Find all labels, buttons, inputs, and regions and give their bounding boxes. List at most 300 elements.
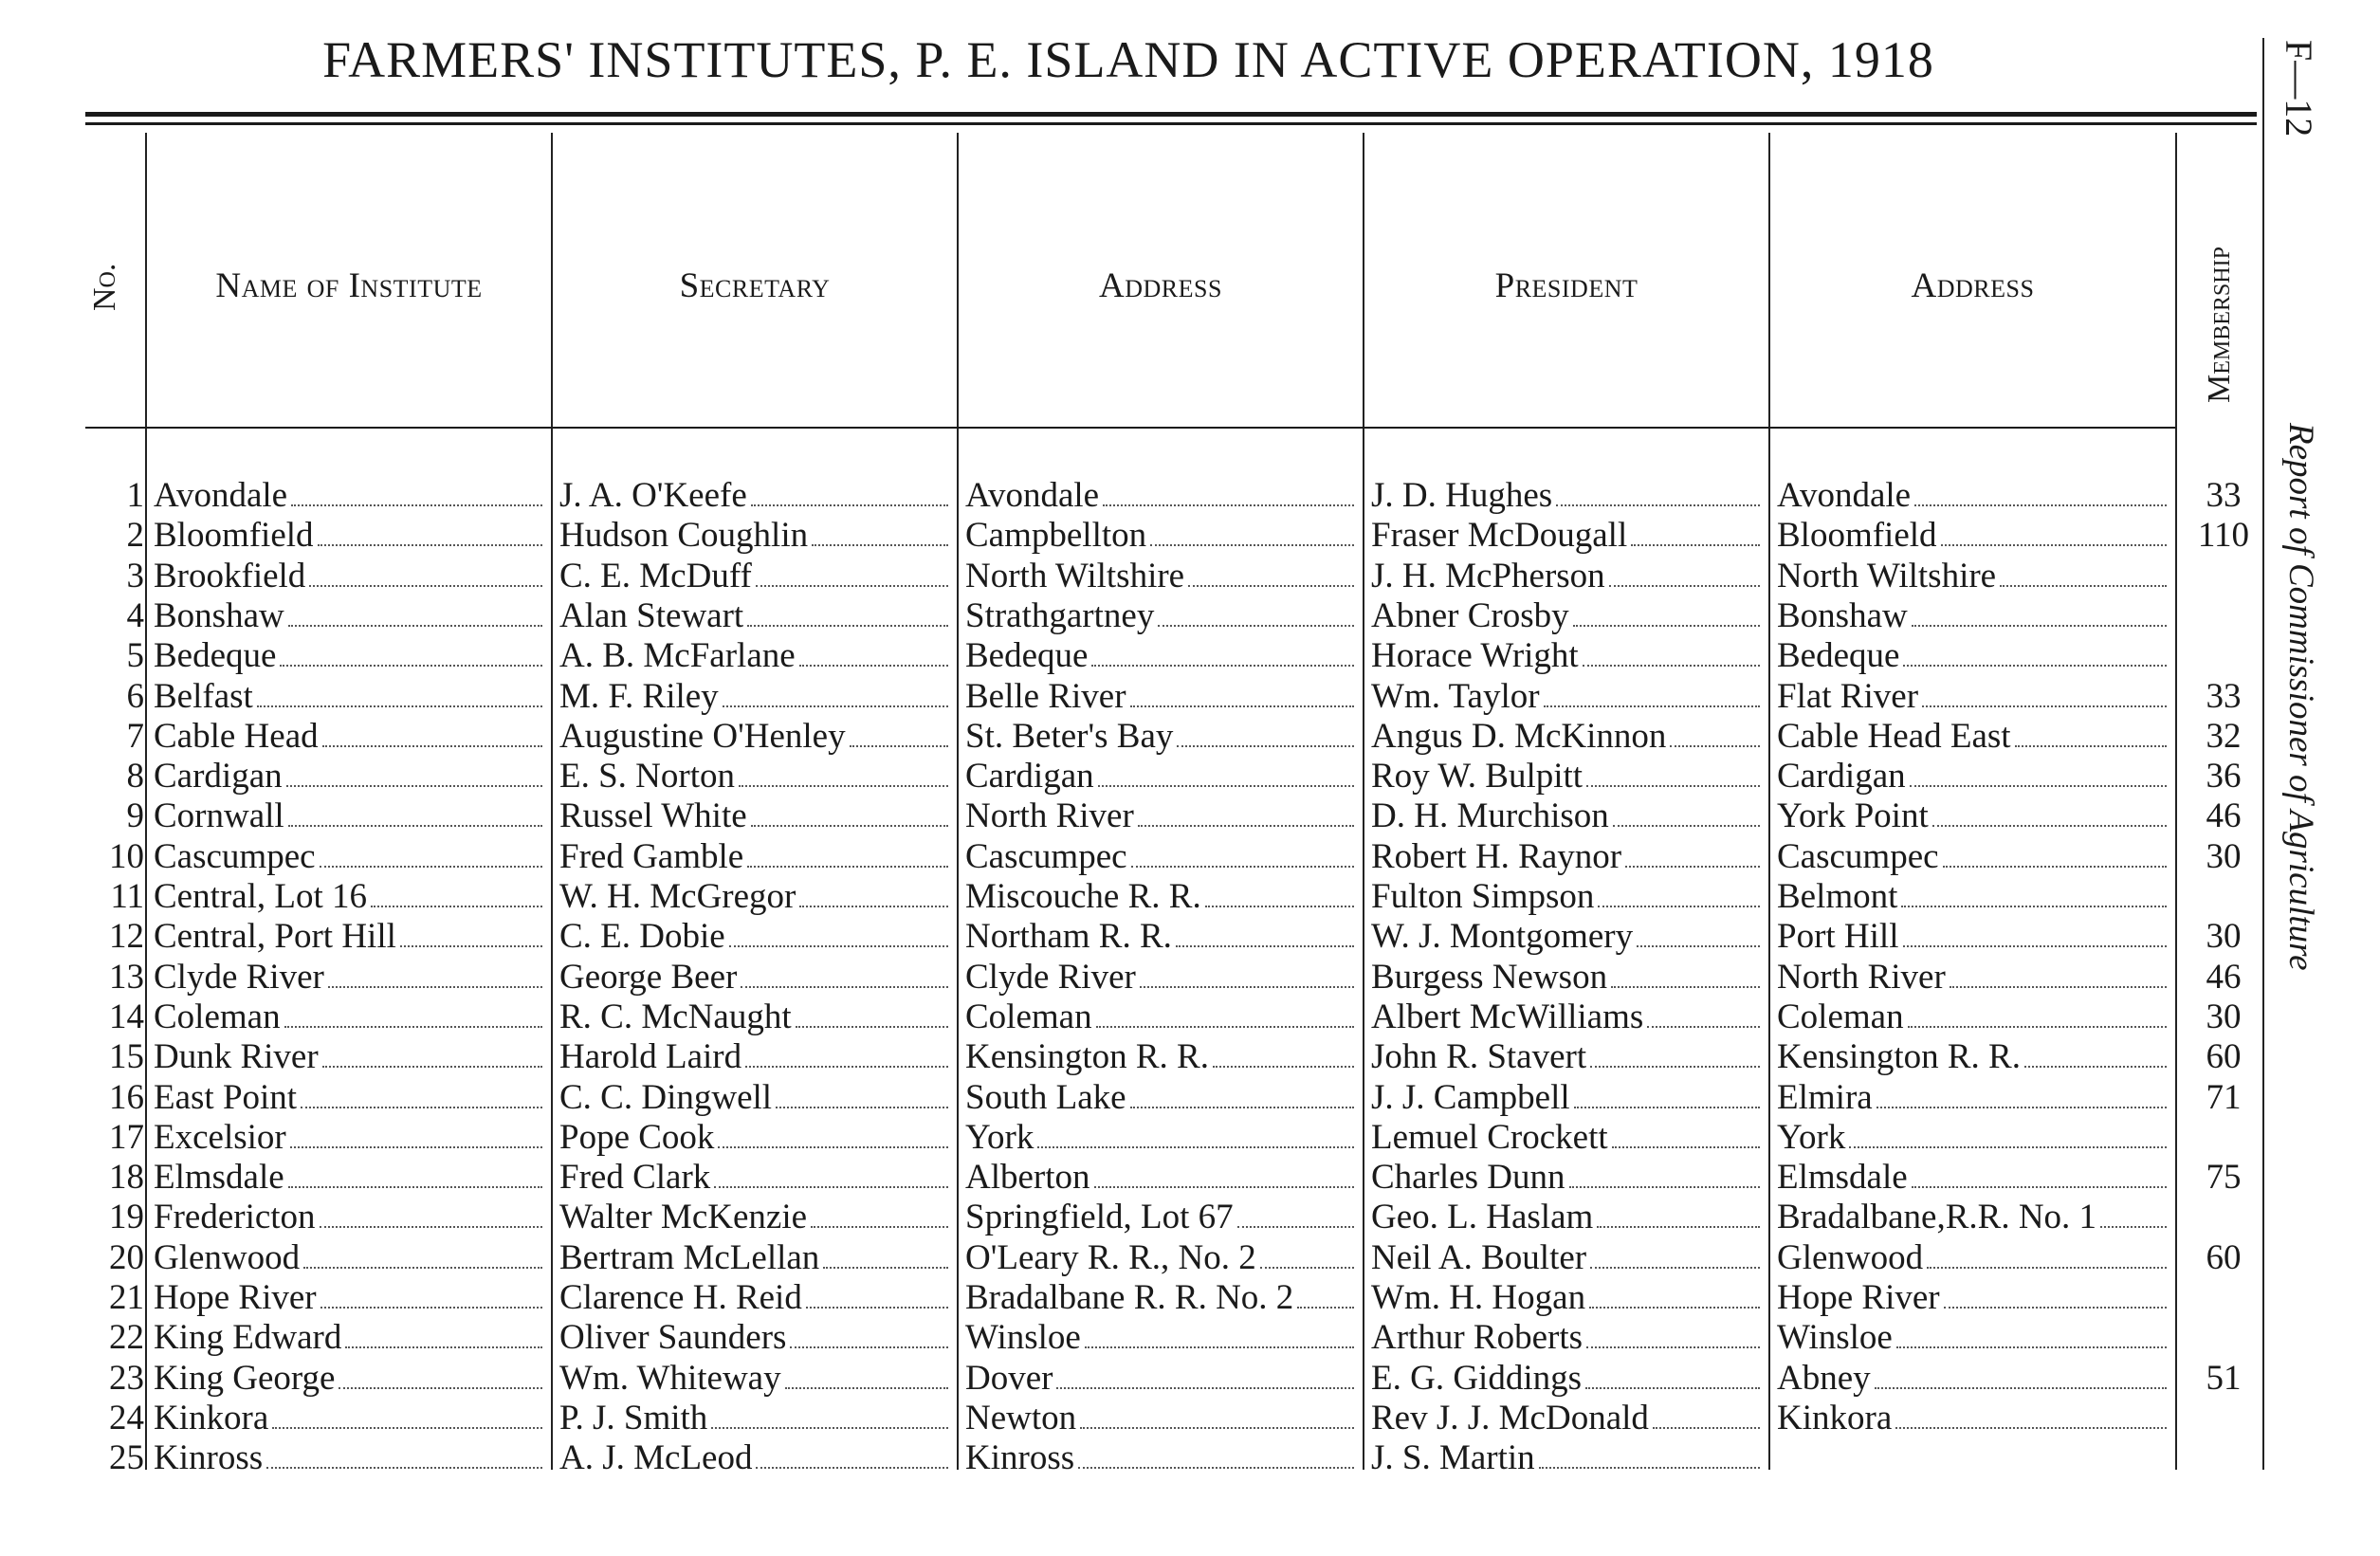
dot-leader xyxy=(345,1346,542,1348)
cell-president xyxy=(1371,877,1766,917)
cell-text: Neil A. Boulter xyxy=(1371,1238,1590,1278)
cell-text: Kensington R. R. xyxy=(1777,1037,2024,1077)
table-row xyxy=(85,1118,2266,1158)
dot-leader xyxy=(1670,745,1760,747)
header-secretary: Secretary xyxy=(679,266,831,305)
cell-text: E. S. Norton xyxy=(559,757,739,796)
cell-membership xyxy=(2181,1438,2266,1478)
cell-pres-address xyxy=(1777,1158,2172,1198)
dot-leader xyxy=(714,1186,948,1188)
cell-president xyxy=(1371,1238,1766,1278)
cell-text: Miscouche R. R. xyxy=(965,877,1205,917)
cell-name xyxy=(154,1198,548,1237)
cell-membership: 33 xyxy=(2206,676,2242,716)
dot-leader xyxy=(823,1267,948,1269)
cell-name xyxy=(154,1078,548,1118)
cell-name xyxy=(154,1438,548,1478)
cell-text: Dover xyxy=(965,1359,1056,1399)
table-row xyxy=(85,596,2266,636)
cell-text: Port Hill xyxy=(1777,917,1903,957)
table-row xyxy=(85,476,2266,516)
cell-sec-address xyxy=(965,958,1360,998)
cell-text: C. C. Dingwell xyxy=(559,1078,776,1118)
cell-president xyxy=(1371,1037,1766,1077)
dot-leader xyxy=(1611,986,1760,988)
row-number: 8 xyxy=(126,757,144,796)
dot-leader xyxy=(1901,906,2167,907)
cell-text: Wm. Taylor xyxy=(1371,677,1544,717)
cell-text: Elmira xyxy=(1777,1078,1877,1118)
cell-text: Bonshaw xyxy=(154,596,288,636)
cell-pres-address xyxy=(1777,516,2172,556)
cell-text: Geo. L. Haslam xyxy=(1371,1198,1597,1237)
dot-leader xyxy=(1625,866,1760,868)
cell-text: Cable Head East xyxy=(1777,717,2015,757)
cell-text: Cardigan xyxy=(965,757,1098,796)
dot-leader xyxy=(1098,785,1354,787)
cell-sec-address xyxy=(965,917,1360,957)
cell-text: W. H. McGregor xyxy=(559,877,799,917)
title-rule-bottom xyxy=(85,122,2257,125)
cell-pres-address xyxy=(1777,596,2172,636)
dot-leader xyxy=(280,665,542,667)
cell-sec-address xyxy=(965,1198,1360,1237)
row-number: 9 xyxy=(126,796,144,836)
dot-leader xyxy=(2015,745,2167,747)
row-number: 6 xyxy=(126,676,144,716)
dot-leader xyxy=(1903,945,2168,947)
cell-membership xyxy=(2181,1198,2266,1237)
dot-leader xyxy=(1895,1427,2167,1429)
row-number: 22 xyxy=(109,1318,144,1358)
dot-leader xyxy=(741,986,948,988)
cell-membership xyxy=(2181,1118,2266,1158)
row-number: 4 xyxy=(126,595,144,635)
cell-text: Fraser McDougall xyxy=(1371,516,1631,556)
cell-text: Rev J. J. McDonald xyxy=(1371,1399,1653,1438)
dot-leader xyxy=(257,705,542,707)
dot-leader xyxy=(1205,906,1354,907)
cell-text: East Point xyxy=(154,1078,301,1118)
table-row xyxy=(85,677,2266,717)
cell-text: Alberton xyxy=(965,1158,1094,1198)
cell-text: P. J. Smith xyxy=(559,1399,711,1438)
cell-text: Kinross xyxy=(965,1438,1078,1478)
cell-president xyxy=(1371,636,1766,676)
dot-leader xyxy=(1590,1267,1760,1269)
cell-text: R. C. McNaught xyxy=(559,998,796,1037)
cell-text: Fred Gamble xyxy=(559,837,747,877)
cell-text: George Beer xyxy=(559,958,741,998)
row-number: 23 xyxy=(109,1358,144,1398)
dot-leader xyxy=(1138,825,1354,827)
dot-leader xyxy=(322,745,542,747)
dot-leader xyxy=(320,866,542,868)
dot-leader xyxy=(301,1107,542,1108)
cell-president xyxy=(1371,1118,1766,1158)
dot-leader xyxy=(1637,945,1760,947)
dot-leader xyxy=(2000,585,2167,587)
cell-secretary xyxy=(559,796,954,836)
cell-secretary xyxy=(559,1399,954,1438)
dot-leader xyxy=(303,1267,542,1269)
dot-leader xyxy=(1574,1107,1760,1108)
dot-leader xyxy=(288,1186,542,1188)
row-number: 5 xyxy=(126,636,144,676)
cell-pres-address xyxy=(1777,837,2172,877)
dot-leader xyxy=(1037,1146,1354,1148)
cell-name xyxy=(154,998,548,1037)
cell-text: Albert McWilliams xyxy=(1371,998,1647,1037)
cell-text: King Edward xyxy=(154,1318,345,1358)
dot-leader xyxy=(1130,1107,1354,1108)
cell-pres-address xyxy=(1777,1318,2172,1358)
cell-text: Fulton Simpson xyxy=(1371,877,1598,917)
cell-text: Bradalbane,R.R. No. 1 xyxy=(1777,1198,2100,1237)
dot-leader xyxy=(799,906,948,907)
cell-text: Avondale xyxy=(965,476,1103,516)
row-number: 12 xyxy=(109,917,144,957)
dot-leader xyxy=(1950,986,2167,988)
cell-sec-address xyxy=(965,636,1360,676)
dot-leader xyxy=(1631,544,1760,546)
row-number: 13 xyxy=(109,957,144,997)
dot-leader xyxy=(1056,1387,1354,1389)
table-row xyxy=(85,1037,2266,1077)
header-membership: Membership xyxy=(2202,247,2237,403)
cell-text: Belle River xyxy=(965,677,1130,717)
cell-text: Central, Port Hill xyxy=(154,917,400,957)
row-number: 20 xyxy=(109,1237,144,1277)
table-row xyxy=(85,1318,2266,1358)
cell-text: Bradalbane R. R. No. 2 xyxy=(965,1278,1297,1318)
cell-text: Elmsdale xyxy=(1777,1158,1912,1198)
cell-name xyxy=(154,837,548,877)
cell-text: Cascumpec xyxy=(965,837,1131,877)
cell-text: Clarence H. Reid xyxy=(559,1278,806,1318)
dot-leader xyxy=(339,1387,542,1389)
cell-membership: 75 xyxy=(2206,1158,2242,1198)
cell-text: Pope Cook xyxy=(559,1118,718,1158)
dot-leader xyxy=(1569,1186,1761,1188)
cell-text: Bedeque xyxy=(154,636,280,676)
row-number: 24 xyxy=(109,1398,144,1437)
cell-text: Clyde River xyxy=(965,958,1140,998)
dot-leader xyxy=(1903,665,2167,667)
table-row xyxy=(85,1198,2266,1237)
cell-text: W. J. Montgomery xyxy=(1371,917,1637,957)
cell-text: Arthur Roberts xyxy=(1371,1318,1586,1358)
cell-name xyxy=(154,958,548,998)
cell-pres-address xyxy=(1777,476,2172,516)
cell-sec-address xyxy=(965,998,1360,1037)
cell-text: Avondale xyxy=(154,476,291,516)
dot-leader xyxy=(1612,1146,1760,1148)
table-row xyxy=(85,998,2266,1037)
header-no: No. xyxy=(87,263,122,311)
dot-leader xyxy=(1613,825,1760,827)
dot-leader xyxy=(284,1026,542,1028)
row-number: 16 xyxy=(109,1077,144,1117)
cell-secretary xyxy=(559,636,954,676)
cell-membership: 32 xyxy=(2206,716,2242,756)
dot-leader xyxy=(756,1467,948,1469)
row-number: 18 xyxy=(109,1158,144,1198)
cell-president xyxy=(1371,1318,1766,1358)
cell-membership: 60 xyxy=(2206,1237,2242,1277)
cell-text: Bertram McLellan xyxy=(559,1238,823,1278)
cell-text: Glenwood xyxy=(154,1238,303,1278)
dot-leader xyxy=(1131,866,1354,868)
dot-leader xyxy=(371,906,542,907)
cell-text: O'Leary R. R., No. 2 xyxy=(965,1238,1260,1278)
cell-text: Newton xyxy=(965,1399,1080,1438)
dot-leader xyxy=(1094,1186,1354,1188)
cell-president xyxy=(1371,958,1766,998)
row-number: 17 xyxy=(109,1117,144,1157)
cell-sec-address xyxy=(965,1118,1360,1158)
cell-text: Robert H. Raynor xyxy=(1371,837,1625,877)
dot-leader xyxy=(1941,544,2167,546)
dot-leader xyxy=(1585,1387,1760,1389)
dot-leader xyxy=(812,544,948,546)
cell-text: Russel White xyxy=(559,796,751,836)
cell-text: Excelsior xyxy=(154,1118,290,1158)
cell-secretary xyxy=(559,757,954,796)
cell-pres-address xyxy=(1777,1399,2172,1438)
dot-leader xyxy=(745,1066,948,1068)
dot-leader xyxy=(309,585,542,587)
cell-membership: 36 xyxy=(2206,757,2242,796)
dot-leader xyxy=(747,625,948,627)
cell-text: Harold Laird xyxy=(559,1037,745,1077)
cell-text: Kinross xyxy=(154,1438,266,1478)
dot-leader xyxy=(1597,1226,1760,1228)
cell-sec-address xyxy=(965,717,1360,757)
cell-text: Winsloe xyxy=(1777,1318,1896,1358)
cell-pres-address xyxy=(1777,636,2172,676)
cell-membership: 30 xyxy=(2206,836,2242,876)
page-number: F—12 xyxy=(2278,40,2320,137)
cell-name xyxy=(154,636,548,676)
cell-text: Angus D. McKinnon xyxy=(1371,717,1670,757)
dot-leader xyxy=(1583,665,1760,667)
cell-pres-address xyxy=(1777,557,2172,596)
cell-president xyxy=(1371,516,1766,556)
table-row xyxy=(85,1078,2266,1118)
cell-pres-address xyxy=(1777,717,2172,757)
cell-secretary xyxy=(559,557,954,596)
cell-name xyxy=(154,516,548,556)
cell-text: Avondale xyxy=(1777,476,1914,516)
dot-leader xyxy=(1176,945,1354,947)
cell-president xyxy=(1371,596,1766,636)
cell-text: Coleman xyxy=(965,998,1096,1037)
cell-sec-address xyxy=(965,877,1360,917)
cell-sec-address xyxy=(965,1278,1360,1318)
cell-text: York xyxy=(1777,1118,1849,1158)
row-number: 14 xyxy=(109,997,144,1036)
cell-name xyxy=(154,1278,548,1318)
cell-name xyxy=(154,1399,548,1438)
dot-leader xyxy=(811,1226,948,1228)
table-row xyxy=(85,757,2266,796)
cell-name xyxy=(154,717,548,757)
dot-leader xyxy=(718,1146,948,1148)
cell-membership: 110 xyxy=(2197,516,2250,556)
dot-leader xyxy=(1103,504,1354,506)
dot-leader xyxy=(1177,745,1354,747)
dot-leader xyxy=(1912,1186,2167,1188)
cell-text: Walter McKenzie xyxy=(559,1198,811,1237)
cell-text: Kinkora xyxy=(154,1399,272,1438)
cell-membership xyxy=(2181,1399,2266,1438)
cell-text: Cascumpec xyxy=(154,837,320,877)
table-row xyxy=(85,1359,2266,1399)
cell-text: Brookfield xyxy=(154,557,309,596)
cell-president xyxy=(1371,917,1766,957)
dot-leader xyxy=(290,1146,542,1148)
dot-leader xyxy=(1091,665,1354,667)
cell-text: Burgess Newson xyxy=(1371,958,1611,998)
cell-text: Bedeque xyxy=(965,636,1091,676)
cell-membership: 60 xyxy=(2206,1037,2242,1077)
dot-leader xyxy=(1085,1346,1354,1348)
cell-text: Cable Head xyxy=(154,717,322,757)
cell-president xyxy=(1371,1359,1766,1399)
cell-name xyxy=(154,757,548,796)
table-row xyxy=(85,1278,2266,1318)
cell-secretary xyxy=(559,1158,954,1198)
cell-text: J. S. Martin xyxy=(1371,1438,1539,1478)
cell-text: Kensington R. R. xyxy=(965,1037,1213,1077)
dot-leader xyxy=(1188,585,1354,587)
row-number: 25 xyxy=(109,1438,144,1478)
cell-text: Horace Wright xyxy=(1371,636,1583,676)
cell-president xyxy=(1371,1198,1766,1237)
cell-president xyxy=(1371,677,1766,717)
cell-sec-address xyxy=(965,516,1360,556)
cell-text: Bloomfield xyxy=(1777,516,1941,556)
cell-text: J. A. O'Keefe xyxy=(559,476,751,516)
dot-leader xyxy=(751,504,948,506)
cell-secretary xyxy=(559,717,954,757)
cell-text: Roy W. Bulpitt xyxy=(1371,757,1586,796)
dot-leader xyxy=(400,945,542,947)
cell-name xyxy=(154,596,548,636)
table-row xyxy=(85,1399,2266,1438)
cell-president xyxy=(1371,1278,1766,1318)
cell-membership: 46 xyxy=(2206,957,2242,997)
cell-name xyxy=(154,1359,548,1399)
table-row xyxy=(85,1238,2266,1278)
cell-sec-address xyxy=(965,596,1360,636)
cell-text: Cardigan xyxy=(1777,757,1910,796)
cell-secretary xyxy=(559,1037,954,1077)
cell-membership: 71 xyxy=(2206,1077,2242,1117)
cell-president xyxy=(1371,757,1766,796)
cell-text: M. F. Riley xyxy=(559,677,723,717)
cell-sec-address xyxy=(965,1318,1360,1358)
table-row xyxy=(85,636,2266,676)
cell-secretary xyxy=(559,1078,954,1118)
row-number: 21 xyxy=(109,1278,144,1317)
cell-text: Coleman xyxy=(1777,998,1908,1037)
dot-leader xyxy=(1589,1307,1760,1309)
cell-text: Hope River xyxy=(154,1278,320,1318)
cell-text: Dunk River xyxy=(154,1037,322,1077)
cell-name xyxy=(154,1238,548,1278)
cell-text: King George xyxy=(154,1359,339,1399)
header-rule xyxy=(85,427,2175,429)
dot-leader xyxy=(1912,625,2167,627)
cell-name xyxy=(154,1158,548,1198)
row-number: 1 xyxy=(126,476,144,515)
cell-text: Wm. H. Hogan xyxy=(1371,1278,1589,1318)
cell-text: Belmont xyxy=(1777,877,1901,917)
dot-leader xyxy=(729,945,948,947)
cell-text: J. H. McPherson xyxy=(1371,557,1609,596)
dot-leader xyxy=(1647,1026,1760,1028)
cell-secretary xyxy=(559,1278,954,1318)
cell-secretary xyxy=(559,1118,954,1158)
cell-sec-address xyxy=(965,757,1360,796)
cell-secretary xyxy=(559,1359,954,1399)
cell-text: Elmsdale xyxy=(154,1158,288,1198)
page-title: FARMERS' INSTITUTES, P. E. ISLAND IN ACTIVE OPERATION, 1918 xyxy=(322,31,1934,88)
cell-text: Springfield, Lot 67 xyxy=(965,1198,1237,1237)
cell-sec-address xyxy=(965,677,1360,717)
cell-secretary xyxy=(559,476,954,516)
cell-president xyxy=(1371,998,1766,1037)
cell-pres-address xyxy=(1777,677,2172,717)
cell-membership: 30 xyxy=(2206,917,2242,957)
row-number: 19 xyxy=(109,1198,144,1237)
table-row xyxy=(85,717,2266,757)
cell-pres-address xyxy=(1777,796,2172,836)
cell-text: York xyxy=(965,1118,1037,1158)
cell-text: North Wiltshire xyxy=(1777,557,2000,596)
cell-president xyxy=(1371,796,1766,836)
dot-leader xyxy=(1237,1226,1354,1228)
cell-sec-address xyxy=(965,1158,1360,1198)
cell-text: Central, Lot 16 xyxy=(154,877,371,917)
cell-pres-address xyxy=(1777,917,2172,957)
cell-president xyxy=(1371,1399,1766,1438)
cell-sec-address xyxy=(965,1238,1360,1278)
dot-leader xyxy=(1080,1427,1354,1429)
cell-president xyxy=(1371,476,1766,516)
cell-text: Hope River xyxy=(1777,1278,1944,1318)
cell-pres-address xyxy=(1777,757,2172,796)
cell-name xyxy=(154,1318,548,1358)
dot-leader xyxy=(1573,625,1760,627)
cell-sec-address xyxy=(965,476,1360,516)
cell-secretary xyxy=(559,1318,954,1358)
dot-leader xyxy=(328,986,542,988)
cell-pres-address xyxy=(1777,1438,2172,1478)
cell-secretary xyxy=(559,596,954,636)
dot-leader xyxy=(1260,1267,1354,1269)
cell-secretary xyxy=(559,677,954,717)
dot-leader xyxy=(1609,585,1760,587)
cell-text: Lemuel Crockett xyxy=(1371,1118,1612,1158)
cell-secretary xyxy=(559,917,954,957)
cell-text: Hudson Coughlin xyxy=(559,516,812,556)
cell-membership: 46 xyxy=(2206,796,2242,836)
cell-pres-address xyxy=(1777,1359,2172,1399)
dot-leader xyxy=(1078,1467,1354,1469)
